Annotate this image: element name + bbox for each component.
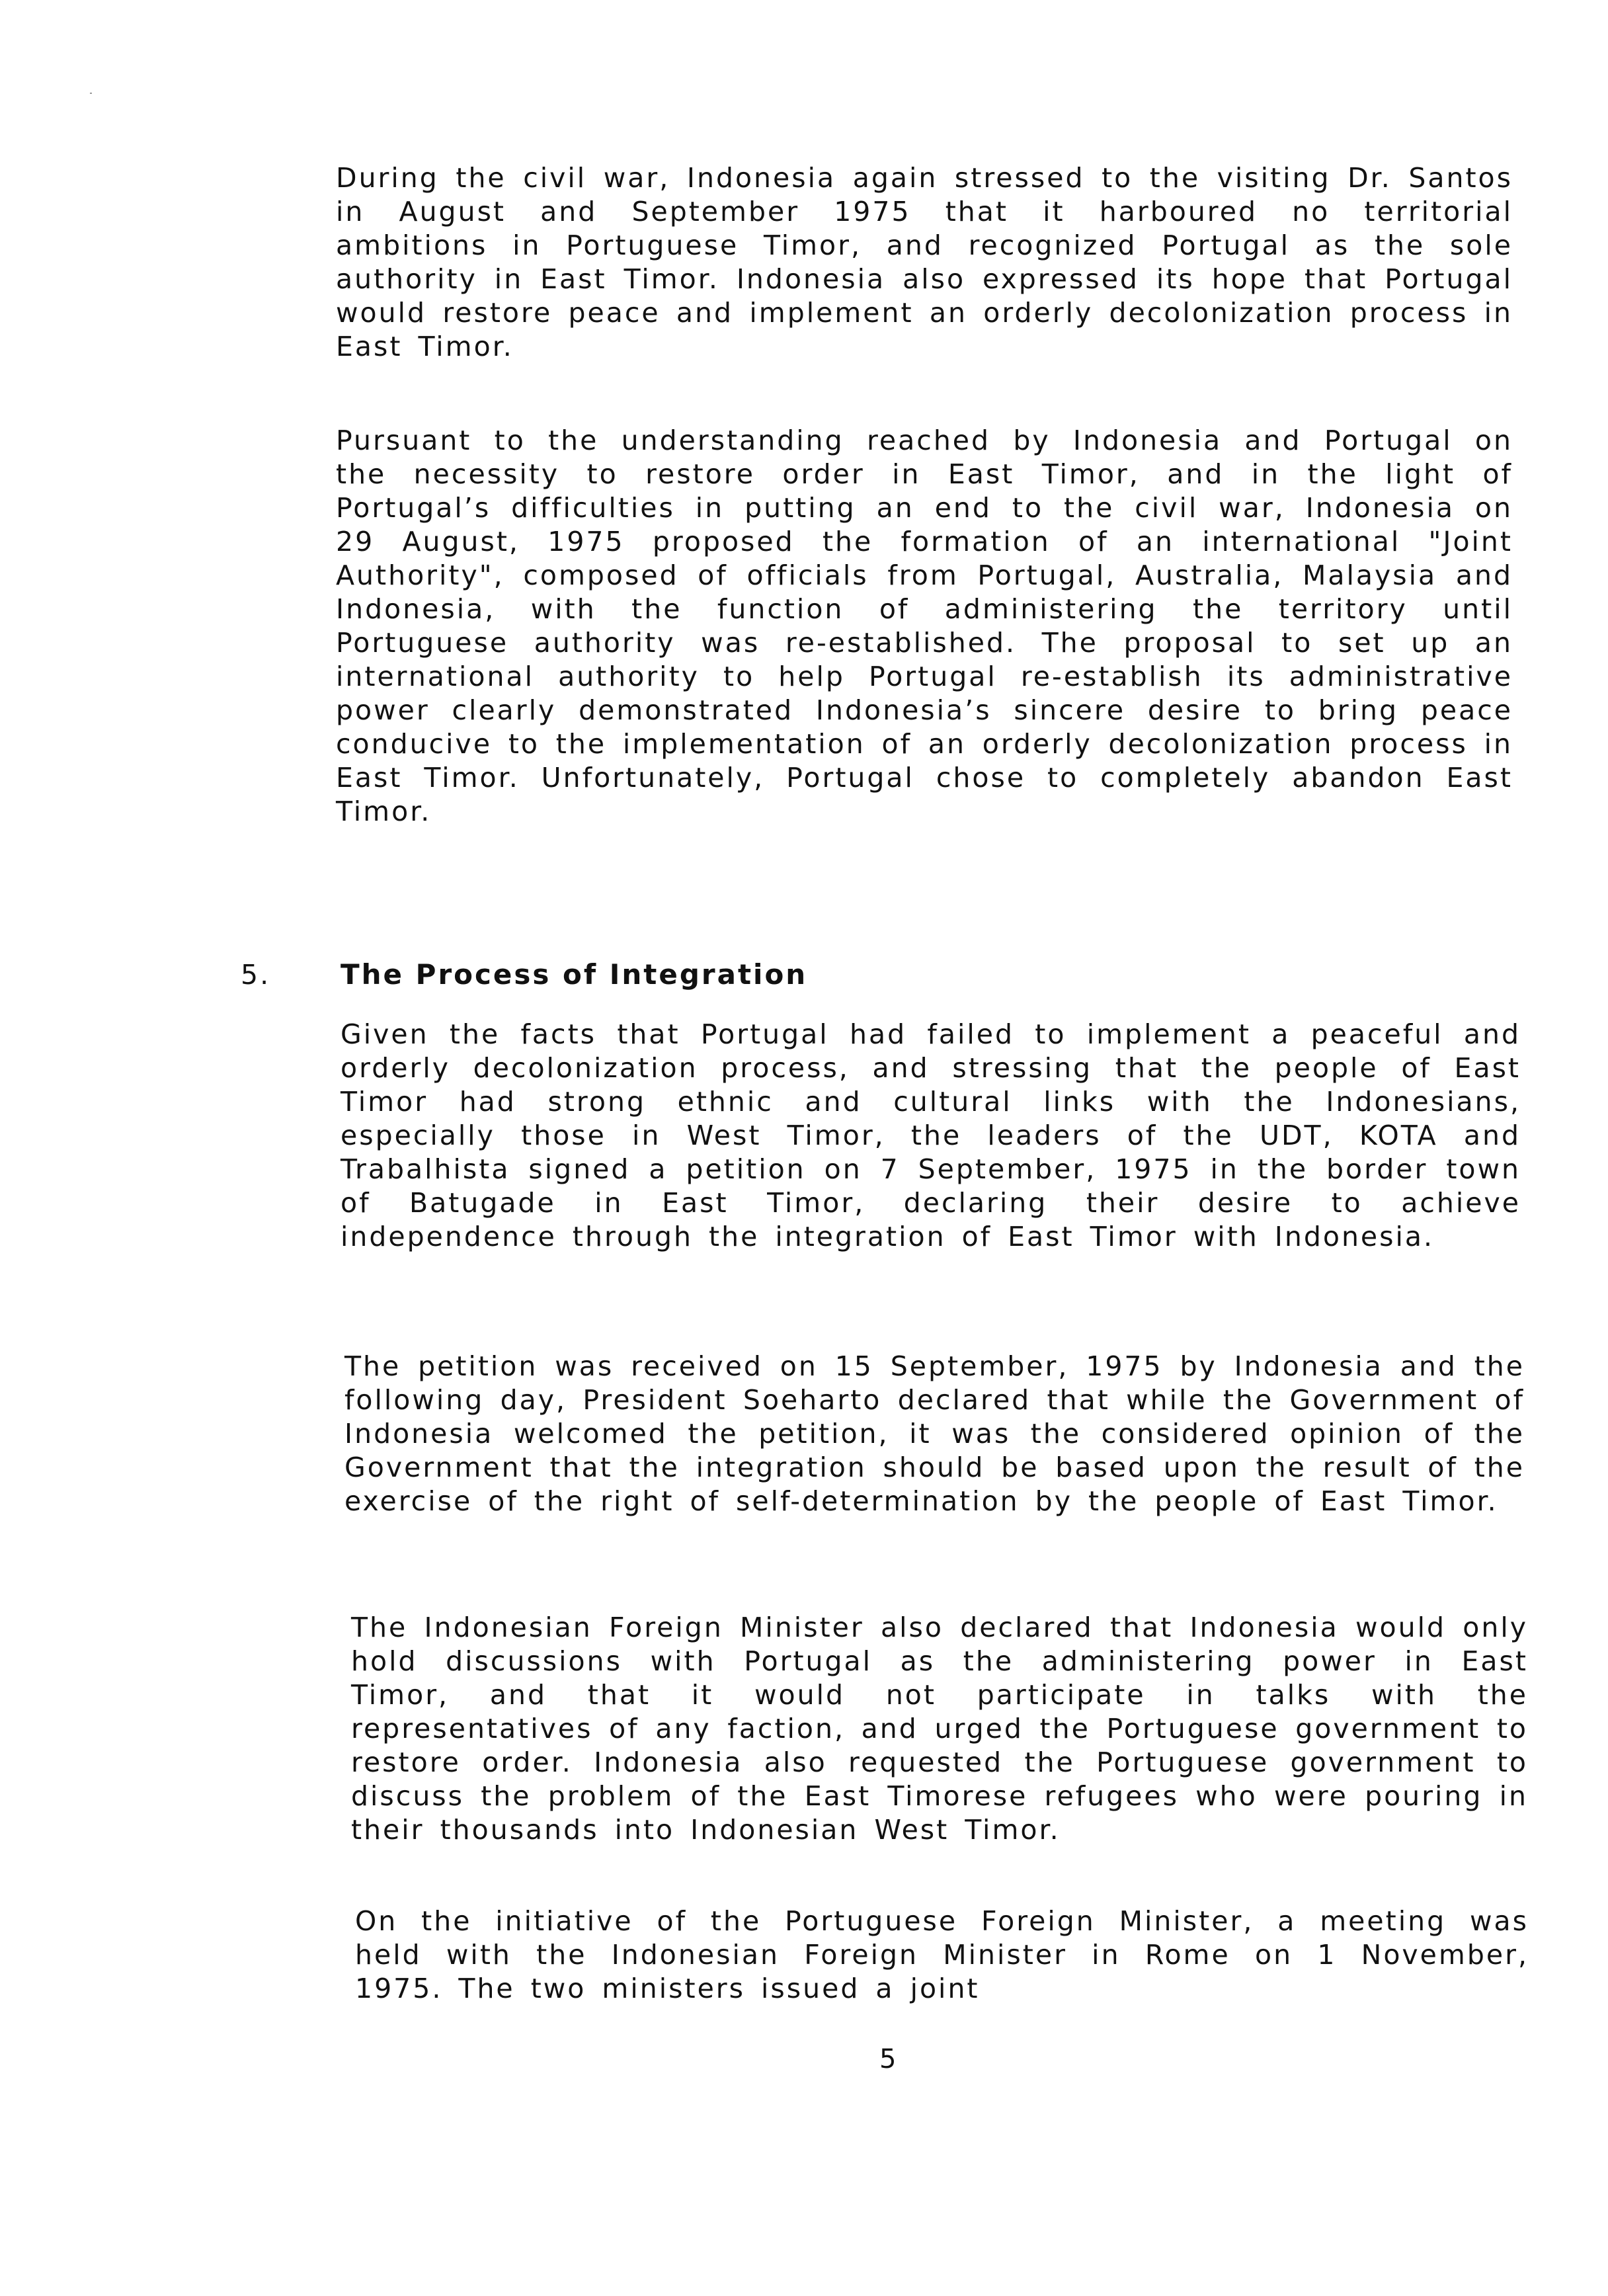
paragraph-petition-received: The petition was received on 15 September, 1975 by Indonesia and the following day, President Soeharto declared that while the Government of Indonesia welcomed the petition, it was the considered opinion of the Government that the integration should be based upon the result of the exercise of the right of self-determination by the people of East Timor. [344,1350,1525,1517]
paragraph-civil-war: During the civil war, Indonesia again stressed to the visiting Dr. Santos in August and September 1975 that it harboured no territorial ambitions in Portuguese Timor, and recognized Portugal as the sole authority in East Timor. Indonesia also expressed its hope that Portugal would restore peace and implement an orderly decolonization process in East Timor. [336,162,1513,362]
paragraph-joint-authority: Pursuant to the understanding reached by Indonesia and Portugal on the necessity to restore order in East Timor, and in the light of Portugal’s difficulties in putting an end to the civil war, Indonesia on 29 August, 1975 proposed the formation of an international "Joint Authority", composed of officials from Portugal, Australia, Malaysia and Indonesia, with the function of administering the territory until Portuguese authority was re-established. The proposal to set up an international authority to help Portugal re-establish its administrative power clearly demonstrated Indonesia’s sincere desire to bring peace conducive to the implementation of an orderly decolonization process in East Timor. Unfortunately, Portugal chose to completely abandon East Timor. [336,425,1513,827]
paragraph-petition: Given the facts that Portugal had failed to implement a peaceful and orderly decolonization process, and stressing that the people of East Timor had strong ethnic and cultural links with the Indonesians, especially those in West Timor, the leaders of the UDT, KOTA and Trabalhista signed a petition on 7 September, 1975 in the border town of Batugade in East Timor, declaring their desire to achieve independence through the integration of East Timor with Indonesia. [341,1018,1521,1252]
section-title: The Process of Integration [341,958,808,991]
paragraph-rome-meeting: On the initiative of the Portuguese Foreign Minister, a meeting was held with the Indonesian Foreign Minister in Rome on 1 November, 1975. The two ministers issued a joint [355,1905,1529,2004]
section-number: 5. [241,959,271,991]
page-number: 5 [879,2044,898,2074]
paragraph-foreign-minister: The Indonesian Foreign Minister also declared that Indonesia would only hold discussions with Portugal as the administering power in East Timor, and that it would not participate in talks with the representatives of any faction, and urged the Portuguese government to restore order. Indonesia also requested the Portuguese government to discuss the problem of the East Timorese refugees who were pouring in their thousands into Indonesian West Timor. [351,1612,1528,1846]
scan-speck [90,93,92,94]
